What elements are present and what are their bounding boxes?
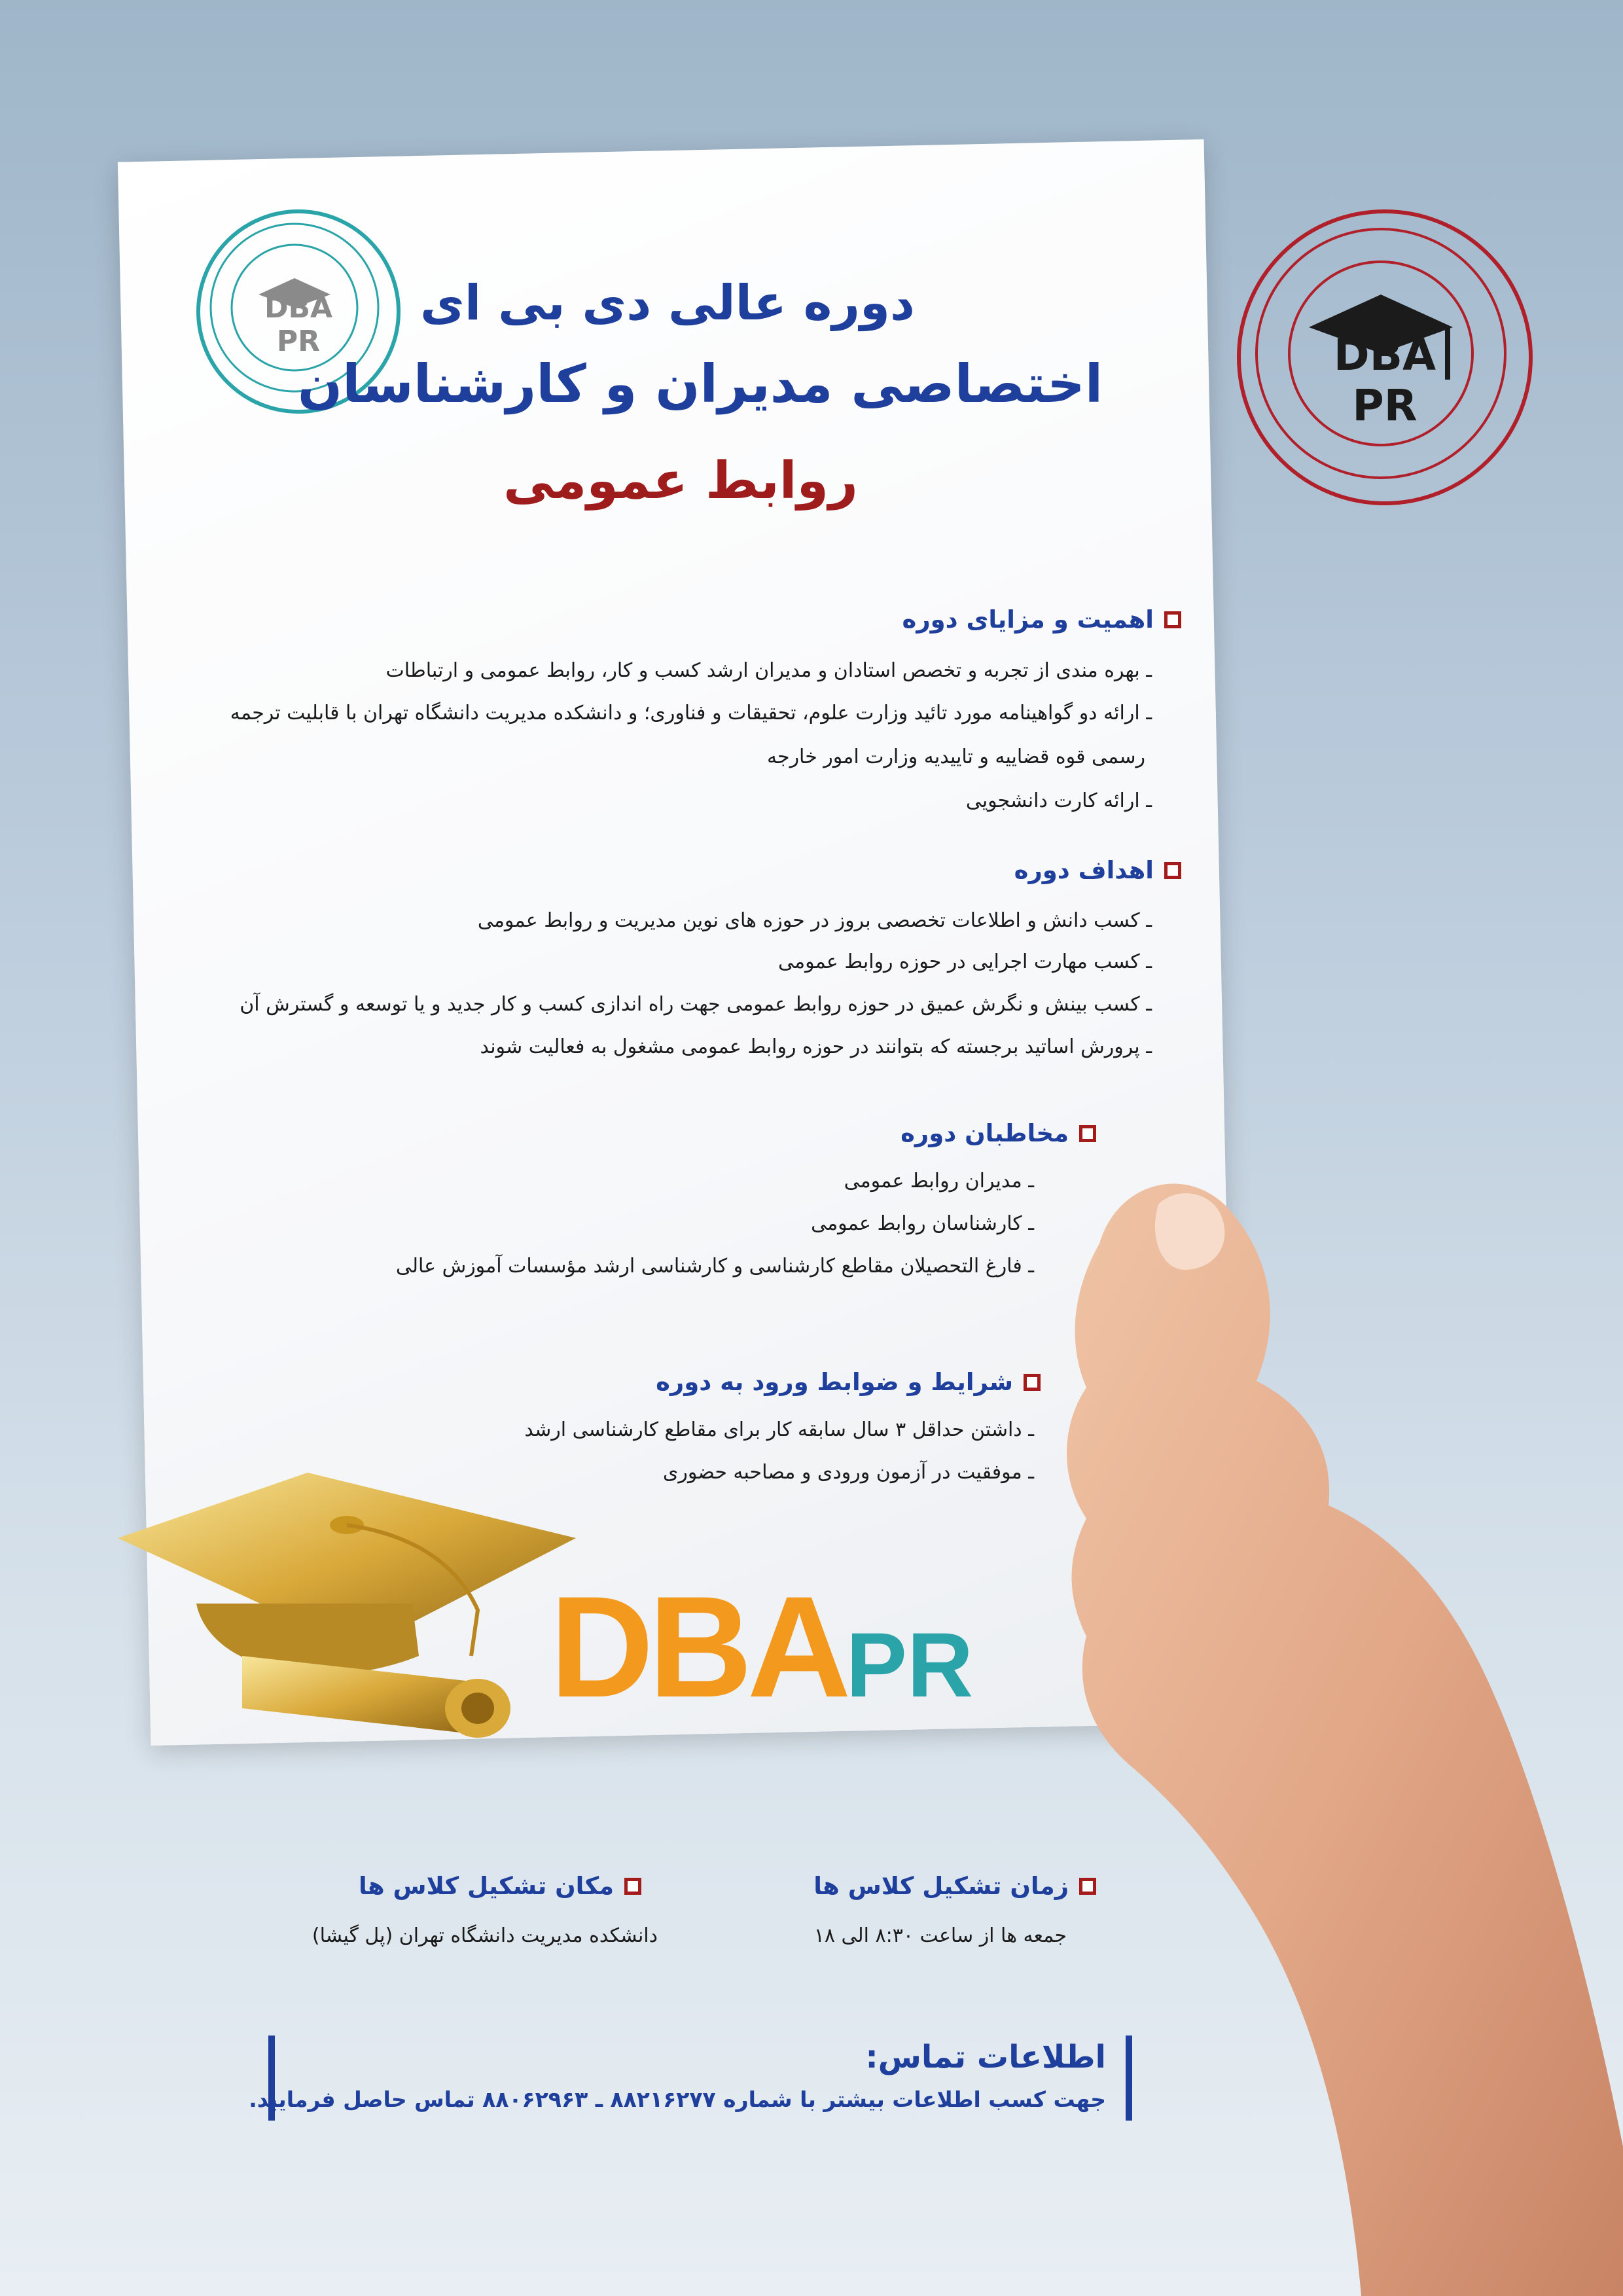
seal-right-stamp <box>1237 209 1533 505</box>
list-item: ـ کارشناسان روابط عمومی <box>811 1212 1034 1235</box>
list-item: ـ ارائه کارت دانشجویی <box>965 789 1152 812</box>
title-line-1: دوره عالی دی بی ای <box>420 275 915 331</box>
hand-illustration <box>1021 1165 1623 2296</box>
list-item: ـ پرورش اساتید برجسته که بتوانند در حوزه روابط عمومی مشغول به فعالیت شوند <box>480 1035 1152 1058</box>
contact-text: جهت کسب اطلاعات بیشتر با شماره ۸۸۲۱۶۲۷۷ ـ ۸۸۰۶۲۹۶۳ تماس حاصل فرمایید. <box>249 2087 1106 2112</box>
dbapr-logo-pr: PR <box>846 1613 974 1716</box>
contact-heading: اطلاعات تماس: <box>865 2039 1106 2075</box>
bullet-box-icon <box>1164 862 1181 879</box>
list-item: ـ فارغ التحصیلان مقاطع کارشناسی و کارشناسی ارشد مؤسسات آموزش عالی <box>395 1255 1034 1278</box>
seal-left-logo-bottom: PR <box>276 325 321 358</box>
list-item: ـ داشتن حداقل ۳ سال سابقه کار برای مقاطع کارشناسی ارشد <box>524 1418 1034 1441</box>
section-audience <box>901 1119 1096 1147</box>
class-time-heading: زمان تشکیل کلاس ها <box>813 1872 1096 1900</box>
list-item: ـ کسب مهارت اجرایی در حوزه روابط عمومی <box>778 950 1152 973</box>
list-item: ـ کسب دانش و اطلاعات تخصصی بروز در حوزه های نوین مدیریت و روابط عمومی <box>477 909 1152 932</box>
bullet-box-icon <box>1079 1125 1096 1142</box>
title-line-3: روابط عمومی <box>503 452 858 511</box>
list-item: ـ بهره مندی از تجربه و تخصص استادان و مدیران ارشد کسب و کار، روابط عمومی و ارتباطات <box>385 659 1152 682</box>
bullet-box-icon <box>1079 1878 1096 1895</box>
bullet-box-icon <box>1024 1374 1041 1391</box>
graduation-cap-icon <box>111 1460 582 1787</box>
class-place-text: دانشکده مدیریت دانشگاه تهران (پل گیشا) <box>312 1924 658 1947</box>
section-goals <box>1014 856 1181 884</box>
class-time-text: جمعه ها از ساعت ۸:۳۰ الی ۱۸ <box>813 1924 1067 1947</box>
seal-right-logo-top: DBA <box>1333 330 1436 380</box>
bullet-box-icon <box>624 1878 641 1895</box>
list-item: ـ مدیران روابط عمومی <box>844 1170 1034 1193</box>
bullet-box-icon <box>1164 611 1181 628</box>
list-item: ـ کسب بینش و نگرش عمیق در حوزه روابط عمومی جهت راه اندازی کسب و کار جدید و یا توسعه و گسترش آن <box>240 993 1152 1016</box>
section-benefits <box>902 605 1182 634</box>
class-time-block <box>813 1872 1096 1900</box>
class-place-heading: مکان تشکیل کلاس ها <box>359 1872 641 1900</box>
list-item: ـ موفقیت در آزمون ورودی و مصاحبه حضوری <box>662 1461 1034 1484</box>
section-heading: اهمیت و مزایای دوره <box>902 605 1182 634</box>
title-line-2: اختصاصی مدیران و کارشناسان <box>297 353 1103 414</box>
section-heading: اهداف دوره <box>1014 856 1181 884</box>
class-place-block <box>359 1872 641 1900</box>
list-item: ـ ارائه دو گواهینامه مورد تائید وزارت علوم، تحقیقات و فناوری؛ و دانشکده مدیریت دانشگاه تهران با قابلیت ترجمه <box>230 702 1152 725</box>
dbapr-logo <box>550 1564 973 1730</box>
dbapr-logo-dba: DBA <box>550 1566 846 1727</box>
section-heading: مخاطبان دوره <box>901 1119 1096 1147</box>
seal-left-logo-top: DBA <box>264 291 333 325</box>
section-requirements <box>656 1368 1041 1396</box>
section-heading: شرایط و ضوابط ورود به دوره <box>656 1368 1041 1396</box>
seal-right-logo-bottom: PR <box>1352 380 1418 431</box>
list-item: رسمی قوه قضاییه و تاییدیه وزارت امور خارجه <box>766 745 1145 768</box>
